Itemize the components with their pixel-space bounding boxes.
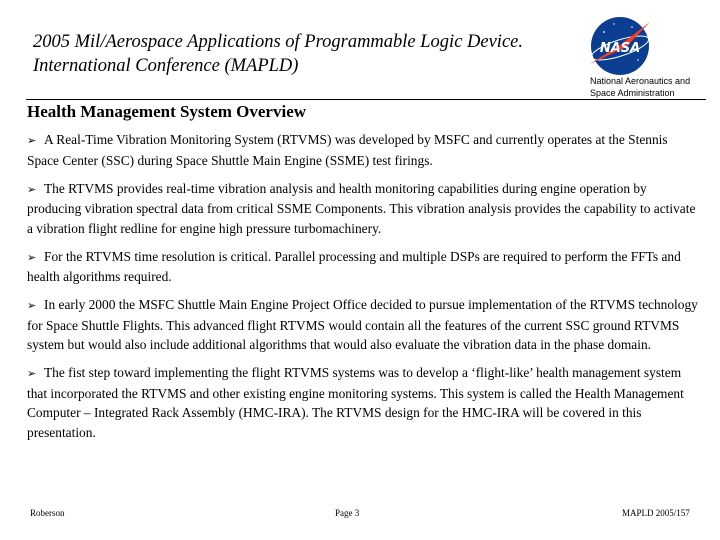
- bullet-list: [27, 130, 702, 451]
- footer-author: Roberson: [30, 508, 65, 518]
- section-title: Health Management System Overview: [27, 102, 307, 121]
- arrow-bullet-icon: ➢: [27, 250, 37, 264]
- footer-code: MAPLD 2005/157: [622, 508, 690, 518]
- bullet-item: [27, 295, 702, 355]
- conference-title-line-2: International Conference (MAPLD): [33, 56, 299, 76]
- agency-name-line-2: Space Administration: [590, 88, 675, 98]
- agency-name-line-1: National Aeronautics and: [590, 76, 691, 86]
- arrow-bullet-icon: ➢: [27, 134, 37, 147]
- bullet-text: The fist step toward implementing the flight RTVMS systems was to develop a ‘flight-like’ health management system that incorporated the RTVMS and other existing engine monitoring systems. This system is called the Health Management Computer – Integrated Rack Assembly (HMC-IRA). The RTVMS design for the HMC-IRA will be covered in this presentation.: [27, 365, 684, 440]
- arrow-bullet-icon: ➢: [27, 182, 37, 196]
- conference-title-line-1: 2005 Mil/Aerospace Applications of Programmable Logic Device.: [33, 32, 523, 52]
- bullet-text: For the RTVMS time resolution is critical. Parallel processing and multiple DSPs are required to perform the FFTs and health algorithms required.: [27, 248, 681, 284]
- conference-title: [33, 30, 578, 78]
- bullet-item: [27, 179, 702, 239]
- bullet-text: A Real-Time Vibration Monitoring System (RTVMS) was developed by MSFC and currently operates at the Stennis Space Center (SSC) during Space Shuttle Main Engine (SSME) test firings.: [27, 132, 668, 168]
- bullet-text: In early 2000 the MSFC Shuttle Main Engine Project Office decided to pursue implementation of the RTVMS technology for Space Shuttle Flights. This advanced flight RTVMS would contain all the features of the current SSC ground RTVMS system but would also include additional algorithms that would also evaluate the vibration data in the phase domain.: [27, 297, 698, 352]
- nasa-logo-icon: [584, 12, 660, 80]
- bullet-item: [27, 363, 702, 442]
- bullet-item: [27, 247, 702, 287]
- footer-page-number: Page 3: [335, 508, 360, 518]
- nasa-logo-text: NASA: [599, 41, 641, 56]
- bullet-text: The RTVMS provides real-time vibration analysis and health monitoring capabilities during engine operation by producing vibration spectral data from critical SSME Components. This vibration analysis provides the capability to activate a vibration flight redline for engine high pressure turbomachinery.: [27, 180, 696, 236]
- bullet-item: [27, 130, 702, 170]
- agency-name: [590, 75, 715, 99]
- arrow-bullet-icon: ➢: [27, 299, 37, 312]
- arrow-bullet-icon: ➢: [27, 367, 37, 380]
